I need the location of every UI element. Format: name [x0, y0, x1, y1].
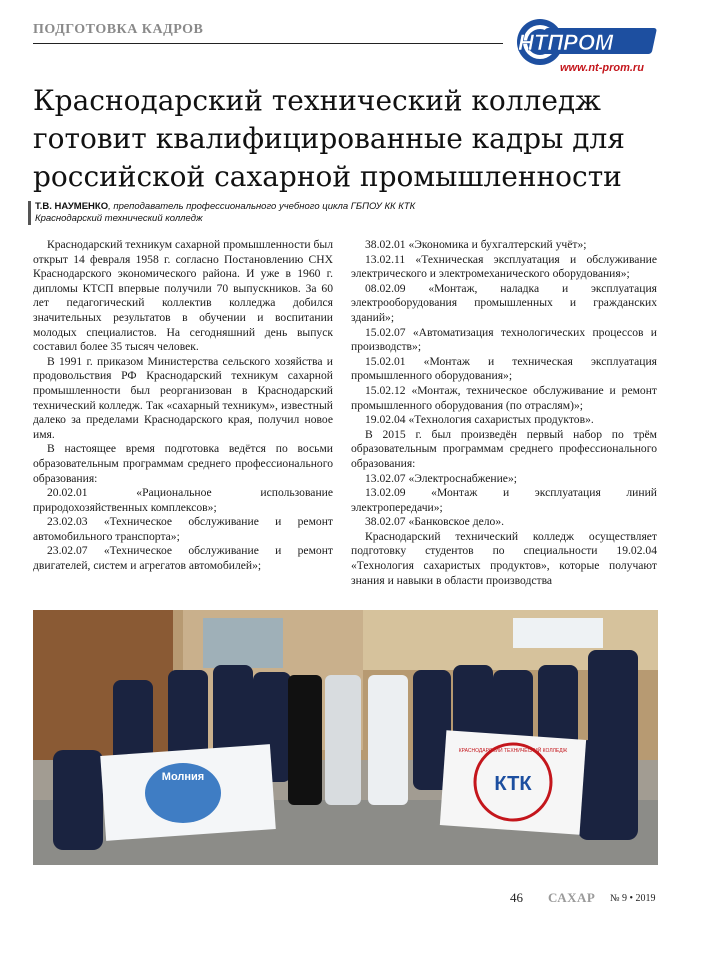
author-org: Краснодарский технический колледж — [35, 213, 203, 224]
paragraph: В 1991 г. приказом Министерства сельского хозяйства и продовольствия РФ Краснодарский техникум сахарной промышленности был реорганизован в Краснодарский технический колледж. Так «сахарный техникум», известный далеко за пределами Краснодарского края, получил новое имя. — [33, 354, 333, 441]
paragraph: 13.02.11 «Техническая эксплуатация и обслуживание электрического и электромеханического оборудования»; — [351, 252, 657, 281]
paragraph: 15.02.12 «Монтаж, техническое обслуживание и ремонт промышленного оборудования (по отраслям)»; — [351, 383, 657, 412]
paragraph: Краснодарский техникум сахарной промышленности был открыт 14 февраля 1958 г. согласно Постановлению СНХ Краснодарского экономического района. И уже в 1960 г. дипломы КТСП впервые получили 70 выпускников. За 60 лет педагогический коллектив колледжа добился значительных результатов в обучении и воспитании молодых специалистов. На сегодняшний день выпуск составил более 35 тысяч человек. — [33, 238, 333, 354]
paragraph: 13.02.07 «Электроснабжение»; — [365, 471, 517, 485]
column-left — [33, 238, 333, 574]
header-rule — [33, 43, 503, 44]
paragraph: 08.02.09 «Монтаж, наладка и эксплуатация электрооборудования промышленных и гражданских зданий»; — [351, 281, 657, 324]
paragraph: 13.02.09 «Монтаж и эксплуатация линий электропередачи»; — [351, 486, 657, 514]
paragraph: 38.02.07 «Банковское дело». — [365, 515, 505, 529]
page-number: 46 — [510, 890, 523, 905]
issue-number: № 9 • 2019 — [610, 893, 656, 904]
group-photo — [33, 610, 658, 865]
section-label: ПОДГОТОВКА КАДРОВ — [33, 22, 204, 37]
paragraph: В 2015 г. был произведён первый набор по трём образовательным программам среднего профессионального образования: — [351, 427, 657, 470]
author-name: Т.В. НАУМЕНКО — [35, 201, 109, 212]
paragraph: 19.02.04 «Технология сахаристых продуктов». — [365, 413, 594, 427]
magazine-name: САХАР — [548, 890, 596, 905]
flag-right-ring: КРАСНОДАРСКИЙ ТЕХНИЧЕСКИЙ КОЛЛЕДЖ — [458, 748, 568, 754]
logo-url[interactable]: www.nt-prom.ru — [560, 62, 644, 74]
paragraph: 20.02.01 «Рациональное использование природохозяйственных комплексов»; — [33, 486, 333, 514]
paragraph: 38.02.01 «Экономика и бухгалтерский учёт»; — [365, 238, 587, 251]
paragraph: 15.02.07 «Автоматизация технологических процессов и производств»; — [351, 325, 657, 354]
flag-right-text: КТК — [494, 773, 532, 795]
logo-text: НТПРОМ — [518, 30, 614, 55]
paragraph: 23.02.07 «Техническое обслуживание и ремонт двигателей, систем и агрегатов автомобилей»; — [33, 544, 333, 573]
author-block — [35, 201, 415, 225]
paragraph: 23.02.03 «Техническое обслуживание и ремонт автомобильного транспорта»; — [33, 515, 333, 543]
paragraph: В настоящее время подготовка ведётся по восьми образовательным программам среднего профессионального образования: — [33, 442, 333, 485]
flag-left-text: Молния — [161, 771, 205, 783]
article-title: Краснодарский технический колледж готовит квалифицированные кадры для российской сахарной промышленности — [33, 84, 625, 193]
author-bar — [28, 201, 31, 225]
column-right — [351, 238, 657, 588]
paragraph: 15.02.01 «Монтаж и техническая эксплуатация промышленного оборудования»; — [351, 354, 657, 383]
author-role: , преподаватель профессионального учебного цикла ГБПОУ КК КТК — [108, 201, 416, 212]
paragraph: Краснодарский технический колледж осуществляет подготовку студентов по специальности 19.02.04 «Технология сахаристых продуктов», которые получают знания и навыки в области производства — [351, 529, 657, 587]
